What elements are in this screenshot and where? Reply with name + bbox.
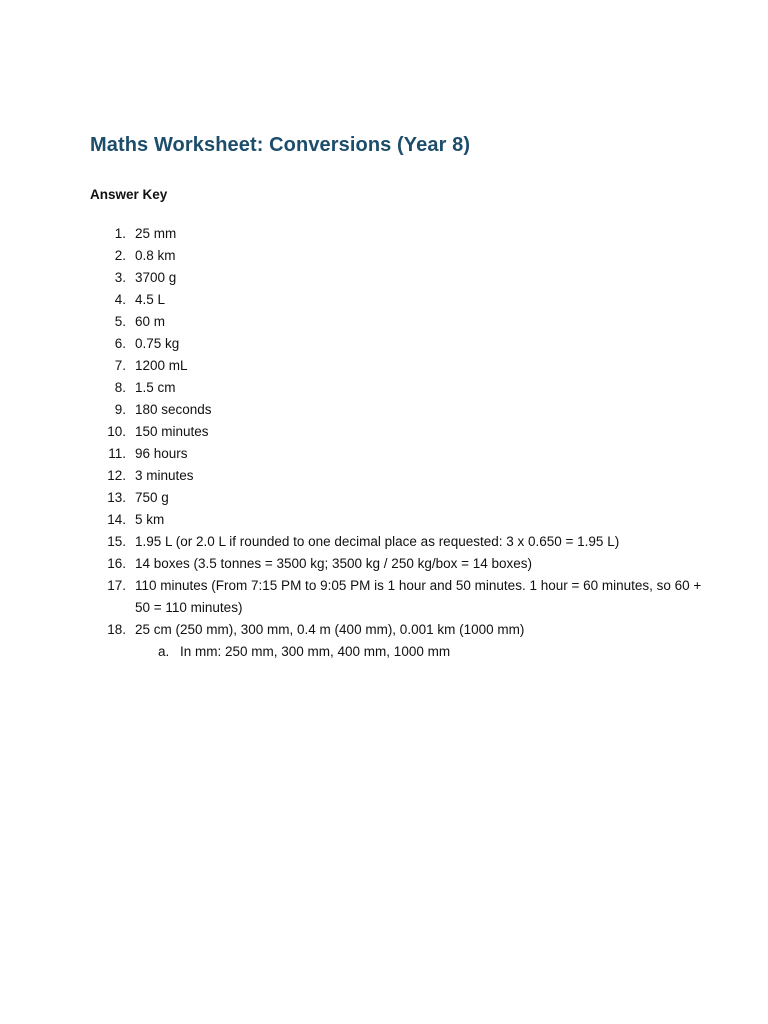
answer-number: 17. bbox=[107, 578, 126, 593]
answer-number: 9. bbox=[114, 402, 126, 417]
answer-sub-list bbox=[135, 641, 710, 663]
answer-text: 5 km bbox=[135, 512, 165, 527]
answer-text: 14 boxes (3.5 tonnes = 3500 kg; 3500 kg / 250 kg/box = 14 boxes) bbox=[135, 556, 533, 571]
answer-text: 3700 g bbox=[135, 270, 177, 285]
answer-number: 6. bbox=[114, 336, 126, 351]
answer-number: 13. bbox=[107, 490, 126, 505]
answer-item-14 bbox=[90, 509, 710, 531]
answer-item-7 bbox=[90, 355, 710, 377]
answer-text: 180 seconds bbox=[135, 402, 212, 417]
answer-item-8 bbox=[90, 377, 710, 399]
answer-key-heading: Answer Key bbox=[90, 187, 168, 202]
answer-text: 25 cm (250 mm), 300 mm, 0.4 m (400 mm), 0.001 km (1000 mm) bbox=[135, 622, 525, 637]
answer-text: 96 hours bbox=[135, 446, 188, 461]
answer-sub-item-a bbox=[135, 641, 710, 663]
answer-text: 150 minutes bbox=[135, 424, 209, 439]
answer-item-1 bbox=[90, 223, 710, 245]
answer-text: 4.5 L bbox=[135, 292, 166, 307]
answer-text: 0.75 kg bbox=[135, 336, 180, 351]
answer-text: 3 minutes bbox=[135, 468, 194, 483]
answer-number: 15. bbox=[107, 534, 126, 549]
answer-number: 2. bbox=[114, 248, 126, 263]
answer-text: 0.8 km bbox=[135, 248, 176, 263]
answer-item-6 bbox=[90, 333, 710, 355]
answer-text: 25 mm bbox=[135, 226, 177, 241]
answer-number: 7. bbox=[114, 358, 126, 373]
answer-number: 1. bbox=[114, 226, 126, 241]
answer-number: 11. bbox=[108, 446, 126, 461]
answer-item-2 bbox=[90, 245, 710, 267]
answer-number: 5. bbox=[114, 314, 126, 329]
answer-item-18 bbox=[90, 619, 710, 663]
answer-item-3 bbox=[90, 267, 710, 289]
answer-text: 1.5 cm bbox=[135, 380, 176, 395]
answer-text: 1.95 L (or 2.0 L if rounded to one decimal place as requested: 3 x 0.650 = 1.95 L) bbox=[135, 534, 620, 549]
sub-answer-letter: a. bbox=[158, 644, 170, 659]
answer-number: 18. bbox=[107, 622, 126, 637]
answer-item-10 bbox=[90, 421, 710, 443]
answer-number: 4. bbox=[114, 292, 126, 307]
page-title: Maths Worksheet: Conversions (Year 8) bbox=[90, 134, 471, 156]
answer-item-12 bbox=[90, 465, 710, 487]
answer-number: 14. bbox=[107, 512, 126, 527]
answer-text: 1200 mL bbox=[135, 358, 188, 373]
answer-number: 12. bbox=[107, 468, 126, 483]
answer-text: 60 m bbox=[135, 314, 166, 329]
answer-item-17 bbox=[90, 575, 710, 619]
answer-text: 750 g bbox=[135, 490, 169, 505]
answer-number: 10. bbox=[107, 424, 126, 439]
answer-text: 110 minutes (From 7:15 PM to 9:05 PM is 1 hour and 50 minutes. 1 hour = 60 minutes, so 60 + 50 = 110 minutes) bbox=[135, 578, 702, 615]
answer-item-5 bbox=[90, 311, 710, 333]
answer-item-16 bbox=[90, 553, 710, 575]
answer-item-13 bbox=[90, 487, 710, 509]
answer-number: 16. bbox=[107, 556, 126, 571]
answer-item-15 bbox=[90, 531, 710, 553]
answer-item-4 bbox=[90, 289, 710, 311]
answer-list bbox=[90, 223, 710, 663]
answer-number: 8. bbox=[114, 380, 126, 395]
answer-number: 3. bbox=[114, 270, 126, 285]
sub-answer-text: In mm: 250 mm, 300 mm, 400 mm, 1000 mm bbox=[180, 644, 451, 659]
answer-item-11 bbox=[90, 443, 710, 465]
answer-item-9 bbox=[90, 399, 710, 421]
